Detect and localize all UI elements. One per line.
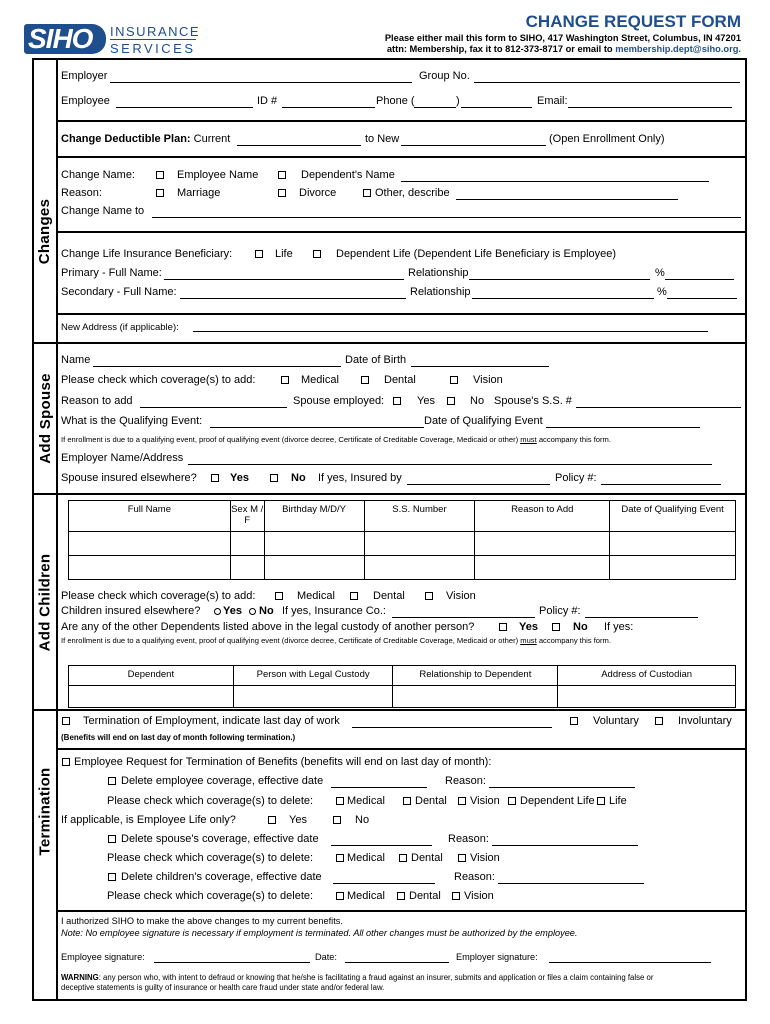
- spouse-coverage-label: Please check which coverage(s) to add:: [61, 374, 256, 386]
- notice-end: accompany this form.: [536, 435, 611, 444]
- spouse-insured-yes-checkbox[interactable]: [211, 474, 219, 482]
- children-del-medical-checkbox[interactable]: [336, 892, 344, 900]
- employee-label: Employee: [61, 95, 110, 107]
- deductible-current-field[interactable]: [237, 145, 361, 146]
- spouse-dental-label: Dental: [384, 374, 416, 386]
- spouse-insured-by-field[interactable]: [407, 484, 550, 485]
- siho-logo: [24, 22, 199, 56]
- spouse-vision-label: Vision: [473, 374, 503, 386]
- section-termination-label: Termination: [36, 766, 54, 856]
- change-name-to-field[interactable]: [152, 217, 741, 218]
- employee-name-label: Employee Name: [177, 169, 259, 181]
- email-label: Email:: [537, 95, 568, 107]
- delete-spouse-reason-field[interactable]: [492, 845, 638, 846]
- phone-close: ): [456, 95, 460, 107]
- spouse-name-label: Name: [61, 354, 91, 366]
- primary-name-label: Primary - Full Name:: [61, 267, 162, 279]
- col-address-custodian: Address of Custodian: [558, 666, 736, 686]
- frame-bottom: [32, 999, 747, 1001]
- life-label: Life: [275, 248, 293, 260]
- children-insured-yes-radio[interactable]: [214, 608, 221, 615]
- children-policy-field[interactable]: [585, 617, 698, 618]
- spouse-delete-coverage-label: Please check which coverage(s) to delete:: [107, 852, 314, 864]
- emp-del-dental-label: Dental: [415, 795, 447, 807]
- children-coverage-label: Please check which coverage(s) to add:: [61, 590, 256, 602]
- new-address-label: New Address (if applicable):: [61, 322, 179, 333]
- col-dependent: Dependent: [69, 666, 234, 686]
- children-dental-label: Dental: [373, 590, 405, 602]
- children-del-dental-label: Dental: [409, 890, 441, 902]
- children-dental-checkbox[interactable]: [350, 592, 358, 600]
- employee-life-yes-label: Yes: [289, 814, 307, 826]
- emp-del-vision-checkbox[interactable]: [458, 797, 466, 805]
- emp-del-medical-label: Medical: [347, 795, 385, 807]
- warning-text-1: : any person who, with intent to defraud or knowing that he/she is facilitating a fraud against an insurer, submits and application or files a claim containing false or: [98, 973, 654, 982]
- spouse-employed-yes-checkbox[interactable]: [393, 397, 401, 405]
- spouse-qualifying-notice: [61, 435, 611, 445]
- delete-children-date-field[interactable]: [333, 883, 435, 884]
- new-address-field[interactable]: [193, 331, 708, 332]
- primary-percent-field[interactable]: [665, 279, 734, 280]
- spouse-employer-address-label: Employer Name/Address: [61, 452, 184, 464]
- emp-del-medical-checkbox[interactable]: [336, 797, 344, 805]
- children-del-vision-label: Vision: [464, 890, 494, 902]
- warning-label: WARNING: [61, 973, 99, 982]
- table-row[interactable]: [69, 686, 736, 708]
- employer-signature-label: Employer signature:: [456, 952, 538, 962]
- emp-del-dependent-life-checkbox[interactable]: [508, 797, 516, 805]
- children-vision-label: Vision: [446, 590, 476, 602]
- spouse-del-vision-label: Vision: [470, 852, 500, 864]
- emp-del-life-label: Life: [609, 795, 627, 807]
- notice-must: must: [520, 636, 537, 645]
- col-relationship-dependent: Relationship to Dependent: [393, 666, 558, 686]
- delete-employee-reason-label: Reason:: [445, 775, 486, 787]
- col-date-qualifying-event: Date of Qualifying Event: [610, 501, 736, 532]
- phone-label: Phone (: [376, 95, 415, 107]
- form-title: CHANGE REQUEST FORM: [525, 12, 741, 31]
- deductible-label: Change Deductible Plan:: [61, 133, 191, 145]
- custody-yes-label: Yes: [519, 621, 538, 633]
- employee-life-no-checkbox[interactable]: [333, 816, 341, 824]
- spouse-policy-field[interactable]: [601, 484, 721, 485]
- termination-employment-checkbox[interactable]: [62, 717, 70, 725]
- dependent-name-field[interactable]: [401, 181, 709, 182]
- voluntary-label: Voluntary: [593, 715, 639, 727]
- section-add-spouse-label: Add Spouse: [36, 373, 54, 464]
- children-insured-yes-label: Yes: [223, 605, 242, 617]
- qualifying-date-field[interactable]: [546, 427, 700, 428]
- secondary-name-field[interactable]: [180, 298, 406, 299]
- delete-children-reason-label: Reason:: [454, 871, 495, 883]
- frame-top: [32, 58, 747, 60]
- fraud-warning-line2: deceptive statements is guilty of insurance or health care fraud under state and/or federal law.: [61, 983, 385, 992]
- logo-word: SIHO: [28, 23, 93, 54]
- secondary-relationship-field[interactable]: [472, 298, 654, 299]
- children-vision-checkbox[interactable]: [425, 592, 433, 600]
- spouse-del-medical-checkbox[interactable]: [336, 854, 344, 862]
- employee-delete-coverage-label: Please check which coverage(s) to delete:: [107, 795, 314, 807]
- beneficiary-label: Change Life Insurance Beneficiary:: [61, 248, 233, 260]
- qualifying-event-label: What is the Qualifying Event:: [61, 415, 203, 427]
- spouse-employed-label: Spouse employed:: [293, 395, 385, 407]
- group-no-label: Group No.: [419, 70, 470, 82]
- children-insurance-co-label: If yes, Insurance Co.:: [282, 605, 386, 617]
- spouse-insured-yes-label: Yes: [230, 472, 249, 484]
- frame-right: [745, 58, 747, 1001]
- delete-employee-reason-field[interactable]: [489, 787, 635, 788]
- request-termination-label: Employee Request for Termination of Benefits (benefits will end on last day of month):: [74, 756, 492, 768]
- emp-del-vision-label: Vision: [470, 795, 500, 807]
- employee-life-no-label: No: [355, 814, 370, 826]
- signature-note: Note: No employee signature is necessary if employment is terminated. All other changes must be authorized by the employee.: [61, 928, 578, 938]
- employer-signature-field[interactable]: [549, 962, 711, 963]
- marriage-label: Marriage: [177, 187, 221, 199]
- delete-children-reason-field[interactable]: [498, 883, 644, 884]
- qualifying-event-field[interactable]: [210, 427, 424, 428]
- termination-employment-label: Termination of Employment, indicate last day of work: [83, 715, 340, 727]
- deductible-new-field[interactable]: [401, 145, 546, 146]
- change-name-label: Change Name:: [61, 169, 135, 181]
- email-field[interactable]: [568, 107, 732, 108]
- fraud-warning: [61, 973, 653, 983]
- col-person-legal-custody: Person with Legal Custody: [233, 666, 393, 686]
- children-del-medical-label: Medical: [347, 890, 385, 902]
- secondary-percent-label: %: [657, 286, 667, 298]
- logo-line2: SERVICES: [110, 41, 196, 56]
- col-ss-number: S.S. Number: [364, 501, 475, 532]
- spouse-del-vision-checkbox[interactable]: [458, 854, 466, 862]
- spouse-medical-checkbox[interactable]: [281, 376, 289, 384]
- delete-employee-checkbox[interactable]: [108, 777, 116, 785]
- qualifying-date-label: Date of Qualifying Event: [424, 415, 543, 427]
- children-medical-label: Medical: [297, 590, 335, 602]
- children-insured-no-radio[interactable]: [249, 608, 256, 615]
- spouse-dob-label: Date of Birth: [345, 354, 407, 366]
- spouse-del-medical-label: Medical: [347, 852, 385, 864]
- spouse-employer-address-field[interactable]: [188, 464, 712, 465]
- phone-field[interactable]: [461, 107, 532, 108]
- secondary-relationship-label: Relationship: [410, 286, 471, 298]
- employee-field[interactable]: [116, 107, 253, 108]
- col-birthday: Birthday M/D/Y: [264, 501, 364, 532]
- group-no-field[interactable]: [474, 82, 740, 83]
- custody-table: [68, 665, 736, 708]
- spouse-name-field[interactable]: [93, 366, 341, 367]
- deductible-current-label: Current: [193, 133, 231, 145]
- dependent-name-label: Dependent's Name: [301, 169, 395, 181]
- other-label: Other, describe: [375, 187, 450, 199]
- id-label: ID #: [257, 95, 278, 107]
- secondary-name-label: Secondary - Full Name:: [61, 286, 177, 298]
- children-qualifying-notice: [61, 636, 611, 646]
- spouse-ss-field[interactable]: [576, 407, 741, 408]
- spouse-insured-by-label: If yes, Insured by: [318, 472, 402, 484]
- notice-must: must: [520, 435, 537, 444]
- marriage-checkbox[interactable]: [156, 189, 164, 197]
- involuntary-checkbox[interactable]: [655, 717, 663, 725]
- custody-yes-checkbox[interactable]: [499, 623, 507, 631]
- spouse-del-dental-label: Dental: [411, 852, 443, 864]
- fax-text: attn: Membership, fax it to 812-373-8717 or email to: [386, 44, 616, 54]
- employee-life-yes-checkbox[interactable]: [268, 816, 276, 824]
- request-termination-checkbox[interactable]: [62, 758, 70, 766]
- reason-label: Reason:: [61, 187, 102, 199]
- mail-instructions: Please either mail this form to SIHO, 417 Washington Street, Columbus, IN 47201: [384, 33, 741, 43]
- spouse-reason-field[interactable]: [140, 407, 287, 408]
- spouse-vision-checkbox[interactable]: [450, 376, 458, 384]
- spouse-policy-label: Policy #:: [555, 472, 597, 484]
- custody-if-yes-label: If yes:: [604, 621, 634, 633]
- dependent-name-checkbox[interactable]: [278, 171, 286, 179]
- spouse-insured-elsewhere-label: Spouse insured elsewhere?: [61, 472, 197, 484]
- spouse-employed-no-checkbox[interactable]: [447, 397, 455, 405]
- legal-custody-question: Are any of the other Dependents listed above in the legal custody of another person?: [61, 621, 475, 633]
- phone-area-field[interactable]: [414, 107, 456, 108]
- primary-relationship-label: Relationship: [408, 267, 469, 279]
- signature-date-field[interactable]: [345, 962, 449, 963]
- employee-signature-label: Employee signature:: [61, 952, 145, 962]
- life-checkbox[interactable]: [255, 250, 263, 258]
- delete-employee-label: Delete employee coverage, effective date: [121, 775, 324, 787]
- spouse-medical-label: Medical: [301, 374, 339, 386]
- employee-signature-field[interactable]: [154, 962, 310, 963]
- col-full-name: Full Name: [69, 501, 231, 532]
- custody-no-checkbox[interactable]: [552, 623, 560, 631]
- notice-text: If enrollment is due to a qualifying event, proof of qualifying event (divorce decree, Certificate of Creditable Coverage, Medicaid or other): [61, 636, 521, 645]
- col-sex: Sex M / F: [230, 501, 264, 532]
- delete-spouse-date-field[interactable]: [331, 845, 432, 846]
- deductible-to-new-label: to New: [365, 133, 400, 145]
- spouse-ss-label: Spouse's S.S. #: [494, 395, 572, 407]
- spouse-insured-no-label: No: [291, 472, 306, 484]
- spouse-reason-label: Reason to add: [61, 395, 133, 407]
- employer-label: Employer: [61, 70, 108, 82]
- spouse-employed-yes-label: Yes: [417, 395, 435, 407]
- dependent-life-checkbox[interactable]: [313, 250, 321, 258]
- section-add-children-label: Add Children: [36, 553, 54, 651]
- emp-del-life-checkbox[interactable]: [597, 797, 605, 805]
- other-checkbox[interactable]: [363, 189, 371, 197]
- delete-children-label: Delete children's coverage, effective date: [121, 871, 322, 883]
- children-insurance-co-field[interactable]: [392, 617, 535, 618]
- children-delete-coverage-label: Please check which coverage(s) to delete:: [107, 890, 314, 902]
- notice-text: If enrollment is due to a qualifying event, proof of qualifying event (divorce decree, Certificate of Creditable Coverage, Medicaid or other): [61, 435, 521, 444]
- children-del-dental-checkbox[interactable]: [397, 892, 405, 900]
- custody-no-label: No: [573, 621, 588, 633]
- primary-name-field[interactable]: [164, 279, 404, 280]
- employer-field[interactable]: [110, 82, 412, 83]
- table-row[interactable]: [69, 556, 736, 580]
- spouse-insured-no-checkbox[interactable]: [270, 474, 278, 482]
- last-day-field[interactable]: [352, 727, 552, 728]
- change-name-to-label: Change Name to: [61, 205, 145, 217]
- spouse-employed-no-label: No: [470, 395, 485, 407]
- dependent-life-label: Dependent Life (Dependent Life Beneficiary is Employee): [336, 248, 617, 260]
- benefits-end-note: (Benefits will end on last day of month following termination.): [61, 733, 296, 742]
- id-field[interactable]: [282, 107, 375, 108]
- employee-life-only-label: If applicable, is Employee Life only?: [61, 814, 236, 826]
- children-insured-no-label: No: [259, 605, 274, 617]
- secondary-percent-field[interactable]: [667, 298, 737, 299]
- table-row[interactable]: [69, 532, 736, 556]
- divorce-checkbox[interactable]: [278, 189, 286, 197]
- delete-children-checkbox[interactable]: [108, 873, 116, 881]
- open-enrollment-note: (Open Enrollment Only): [549, 133, 665, 145]
- section-changes-label: Changes: [36, 198, 54, 264]
- email-link[interactable]: membership.dept@siho.org.: [615, 44, 741, 54]
- voluntary-checkbox[interactable]: [570, 717, 578, 725]
- delete-spouse-label: Delete spouse's coverage, effective date: [121, 833, 319, 845]
- emp-del-dependent-life-label: Dependent Life: [520, 795, 595, 807]
- delete-spouse-checkbox[interactable]: [108, 835, 116, 843]
- children-policy-label: Policy #:: [539, 605, 581, 617]
- delete-spouse-reason-label: Reason:: [448, 833, 489, 845]
- involuntary-label: Involuntary: [678, 715, 732, 727]
- primary-percent-label: %: [655, 267, 665, 279]
- notice-end: accompany this form.: [536, 636, 611, 645]
- spouse-dental-checkbox[interactable]: [361, 376, 369, 384]
- signature-date-label: Date:: [315, 952, 337, 962]
- authorization-statement: I authorized SIHO to make the above changes to my current benefits.: [61, 916, 343, 926]
- delete-employee-date-field[interactable]: [331, 787, 427, 788]
- spouse-dob-field[interactable]: [411, 366, 549, 367]
- employee-name-checkbox[interactable]: [156, 171, 164, 179]
- children-insured-elsewhere-label: Children insured elsewhere?: [61, 605, 201, 617]
- primary-relationship-field[interactable]: [469, 279, 650, 280]
- col-reason-to-add: Reason to Add: [475, 501, 610, 532]
- children-table: [68, 500, 736, 580]
- children-del-vision-checkbox[interactable]: [452, 892, 460, 900]
- emp-del-dental-checkbox[interactable]: [403, 797, 411, 805]
- children-medical-checkbox[interactable]: [275, 592, 283, 600]
- spouse-del-dental-checkbox[interactable]: [399, 854, 407, 862]
- logo-line1: INSURANCE: [110, 24, 201, 39]
- fax-instructions: [387, 44, 741, 54]
- deductible-row: [61, 133, 230, 146]
- other-describe-field[interactable]: [456, 199, 678, 200]
- divorce-label: Divorce: [299, 187, 337, 199]
